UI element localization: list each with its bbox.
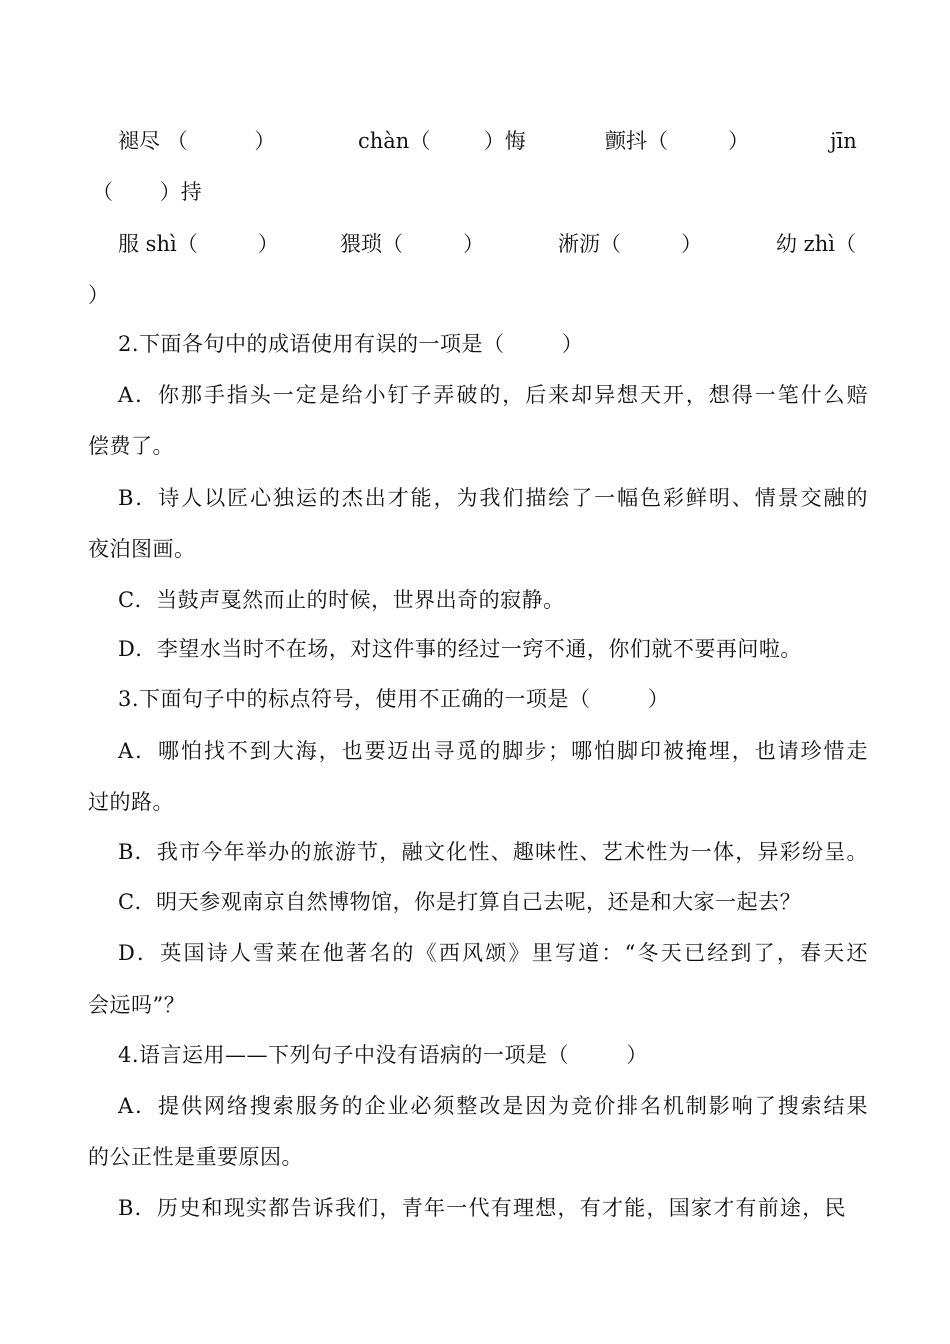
q2-option-b-line2: 夜泊图画。 <box>88 537 196 561</box>
q4-stem: 4.语言运用——下列句子中没有语病的一项是（ ） <box>118 1043 648 1067</box>
vocab-item-jinchi: jīn <box>830 129 857 153</box>
vocab-item-weisuo: 猥琐（ ） <box>340 232 485 256</box>
q3-stem: 3.下面句子中的标点符号，使用不正确的一项是（ ） <box>118 687 670 711</box>
q3-option-c: C．明天参观南京自然博物馆，你是打算自己去呢，还是和大家一起去？ <box>118 890 802 914</box>
q4-option-a-line1: A．提供网络搜索服务的企业必须整改是因为竞价排名机制影响了搜索结果 <box>118 1094 868 1118</box>
q3-option-b: B．我市今年举办的旅游节，融文化性、趣味性、艺术性为一体，异彩纷呈。 <box>118 840 868 864</box>
vocab-item-chandou: 颤抖（ ） <box>605 129 750 153</box>
q2-option-a-line1: A．你那手指头一定是给小钉子弄破的，后来却异想天开，想得一笔什么赔 <box>118 383 868 407</box>
vocab-item-jinchi-cont: （ ）持 <box>92 180 202 204</box>
q3-option-d-line1: D．英国诗人雪莱在他著名的《西风颂》里写道：“冬天已经到了，春天还 <box>118 941 868 965</box>
vocab-item-tuijin: 褪尽 （ ） <box>118 129 276 153</box>
vocab-item-chanhui: chàn（ ）悔 <box>358 129 526 153</box>
q2-option-a-line2: 偿费了。 <box>88 434 174 458</box>
q4-option-a-line2: 的公正性是重要原因。 <box>88 1145 303 1169</box>
q4-option-b-line1: B．历史和现实都告诉我们，青年一代有理想，有才能，国家才有前途，民 <box>118 1196 846 1220</box>
vocab-item-fushi: 服 shì（ ） <box>118 232 279 256</box>
vocab-item-xili: 淅沥（ ） <box>558 232 703 256</box>
q2-option-c: C．当鼓声戛然而止的时候，世界出奇的寂静。 <box>118 588 565 612</box>
vocab-item-youzhi: 幼 zhì（ <box>776 232 856 256</box>
q3-option-a-line1: A．哪怕找不到大海，也要迈出寻觅的脚步；哪怕脚印被掩埋，也请珍惜走 <box>118 739 868 763</box>
q2-option-b-line1: B．诗人以匠心独运的杰出才能，为我们描绘了一幅色彩鲜明、情景交融的 <box>118 486 868 510</box>
q3-option-a-line2: 过的路。 <box>88 790 174 814</box>
q2-stem: 2.下面各句中的成语使用有误的一项是（ ） <box>118 332 584 356</box>
vocab-item-youzhi-cont: ） <box>88 283 109 307</box>
q3-option-d-line2: 会远吗”？ <box>88 993 186 1017</box>
q2-option-d: D．李望水当时不在场，对这件事的经过一窍不通，你们就不要再问啦。 <box>118 637 802 661</box>
